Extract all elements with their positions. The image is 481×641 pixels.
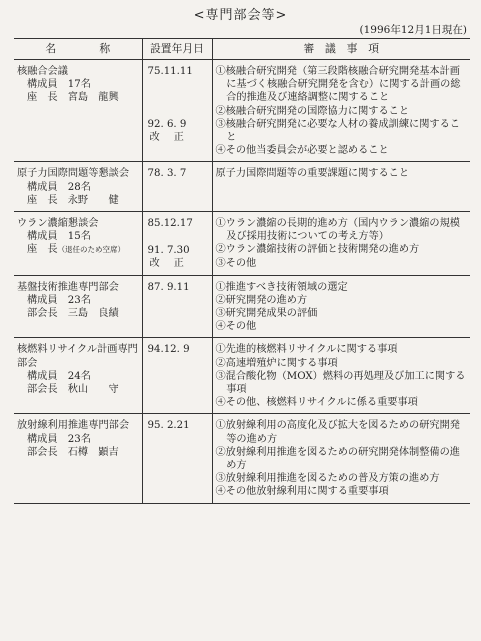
revision-label: 改正	[149, 258, 198, 270]
date-cell	[142, 60, 212, 162]
org-name: 核燃料リサイクル計画専門部会	[17, 344, 138, 369]
matter-item: ③研究開発成果の評価	[215, 308, 318, 320]
matter-item: ④その他	[215, 321, 257, 333]
as-of-date: (1996年12月1日現在)	[359, 24, 467, 36]
chair-line	[17, 243, 139, 256]
revision-date: 91. 7.30	[147, 245, 190, 257]
established-date: 87. 9.11	[147, 281, 190, 293]
matter-item: ①推進すべき技術領域の選定	[215, 281, 348, 293]
revision-label: 改正	[149, 132, 198, 144]
name-cell	[14, 212, 142, 276]
chair-name: 座 長 永野 健	[27, 194, 119, 206]
member-count: 構成員 24名	[27, 370, 91, 382]
established-date: 85.12.17	[147, 218, 193, 230]
matter-item: ④その他、核燃料リサイクルに係る重要事項	[215, 397, 418, 409]
chair-name: 座 長	[27, 244, 58, 256]
name-cell	[14, 414, 142, 503]
name-cell	[14, 60, 142, 162]
member-count: 構成員 23名	[27, 433, 91, 445]
header-name: 名 称	[14, 39, 142, 60]
table-row	[14, 275, 470, 338]
date-cell	[142, 212, 212, 276]
matter-item: ②放射線利用推進を図るための研究開発体制整備の進め方	[215, 446, 460, 472]
member-count: 構成員 23名	[27, 294, 91, 306]
revision-date: 92. 6. 9	[147, 119, 187, 131]
matter-item: ①ウラン濃縮の長期的進め方（国内ウラン濃縮の規模及び採用技術についての考え方等）	[215, 218, 460, 243]
date-cell	[142, 414, 212, 503]
matter-item: ③核融合研究開発に必要な人材の養成訓練に関すること	[215, 118, 460, 144]
chair-name: 部会長 石樽 顕吉	[27, 446, 119, 458]
date-cell	[142, 162, 212, 212]
chair-name: 部会長 秋山 守	[27, 384, 119, 396]
established-date: 78. 3. 7	[147, 168, 187, 180]
table-row	[14, 338, 470, 414]
member-count: 構成員 17名	[27, 79, 91, 91]
matters-cell	[212, 338, 470, 414]
org-name: 放射線利用推進専門部会	[17, 420, 130, 432]
matter-text: 原子力国際問題等の重要課題に関すること	[215, 168, 410, 180]
matter-item: ②ウラン濃縮技術の評価と技術開発の進め方	[215, 244, 420, 256]
chair-name: 座 長 宮島 龍興	[27, 92, 119, 104]
established-date: 75.11.11	[147, 66, 193, 77]
table-row	[14, 60, 470, 162]
chair-name: 部会長 三島 良績	[27, 308, 119, 320]
header-matters: 審 議 事 項	[212, 39, 470, 60]
matter-item: ②核融合研究開発の国際協力に関すること	[215, 105, 410, 117]
table-row	[14, 414, 470, 503]
name-cell	[14, 162, 142, 212]
matter-item: ②高速増殖炉に関する事項	[215, 357, 338, 369]
matters-cell	[212, 414, 470, 503]
table-header-row	[14, 39, 470, 60]
org-name: 基盤技術推進専門部会	[17, 281, 119, 293]
org-name: 原子力国際問題等懇談会	[17, 168, 130, 180]
matter-item: ②研究開発の進め方	[215, 294, 308, 306]
matter-item: ①放射線利用の高度化及び拡大を図るための研究開発等の進め方	[215, 420, 460, 445]
org-name: ウラン濃縮懇談会	[17, 218, 99, 230]
matter-item: ③放射線利用推進を図るための普及方策の進め方	[215, 473, 440, 485]
name-cell	[14, 275, 142, 338]
matter-item: ④その他当委員会が必要と認めること	[215, 145, 389, 157]
matters-cell	[212, 60, 470, 162]
matters-cell	[212, 275, 470, 338]
matters-cell	[212, 162, 470, 212]
matter-item: ①先進的核燃料リサイクルに関する事項	[215, 344, 398, 356]
date-cell	[142, 275, 212, 338]
established-date: 95. 2.21	[147, 420, 190, 432]
established-date: 94.12. 9	[147, 344, 190, 356]
chair-note: （退任のため空席）	[57, 245, 126, 255]
member-count: 構成員 15名	[27, 231, 91, 243]
matters-cell	[212, 212, 470, 276]
matter-item: ④その他放射線利用に関する重要事項	[215, 486, 389, 498]
name-cell	[14, 338, 142, 414]
table-row	[14, 162, 470, 212]
table-row	[14, 212, 470, 276]
date-cell	[142, 338, 212, 414]
member-count: 構成員 28名	[27, 181, 91, 193]
document-title: <専門部会等>	[193, 8, 288, 23]
matter-item: ③混合酸化物（MOX）燃料の再処理及び加工に関する事項	[215, 370, 466, 396]
matter-item: ①核融合研究開発（第三段階核融合研究開発基本計画に基づく核融合研究開発を含む）に関する計画の総合的推進及び連絡調整に関すること	[215, 66, 461, 104]
org-name: 核融合会議	[17, 66, 68, 77]
header-date: 設置年月日	[142, 39, 212, 60]
committees-table	[14, 38, 470, 504]
matter-item: ③その他	[215, 257, 257, 269]
